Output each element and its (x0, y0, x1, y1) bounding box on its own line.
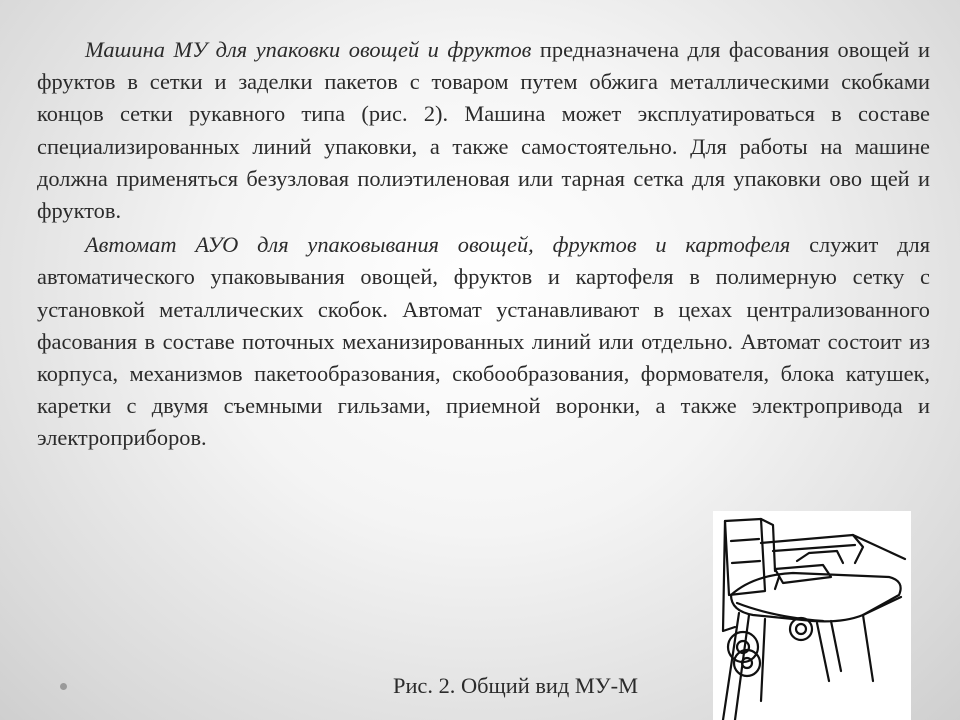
machine-illustration (713, 511, 911, 720)
paragraph-auo-automat (37, 229, 930, 454)
figure-caption: Рис. 2. Общий вид МУ-М (393, 673, 638, 698)
slide-body (37, 34, 930, 455)
paragraph-lead: Машина МУ для упаковки овощей и фруктов (85, 37, 532, 62)
bullet-dot (60, 683, 67, 690)
paragraph-lead: Автомат АУО для упаковывания овощей, фруктов и картофеля (85, 232, 791, 258)
paragraph-text: служит для автоматического упаковывания овощей, фруктов и картофеля в полимерную сетку с установкой металлических скобок. Автомат устанавливают в цехах централизованного фасования в составе поточных механизированных линий или отдельно. Автомат состоит из корпуса, механизмов пакетообразования, скобообразования, формователя, блока катушек, каретки с двумя съемными гильзами, приемной воронки, а также электропривода и электроприборов. (37, 232, 931, 451)
paragraph-mu-machine (37, 34, 930, 227)
paragraph-text: предназначена для фасования овощей и фруктов в сетки и заделки пакетов с товаром путем обжига металлическими скобками концов сетки рукавного типа (рис. 2). Машина может эксплуатироваться в составе специализированных линий упаковки, а также самостоятельно. Для работы на машине должна применяться безузловая полиэтиленовая или тарная сетка для упаковки ово щей и фруктов. (37, 37, 930, 224)
